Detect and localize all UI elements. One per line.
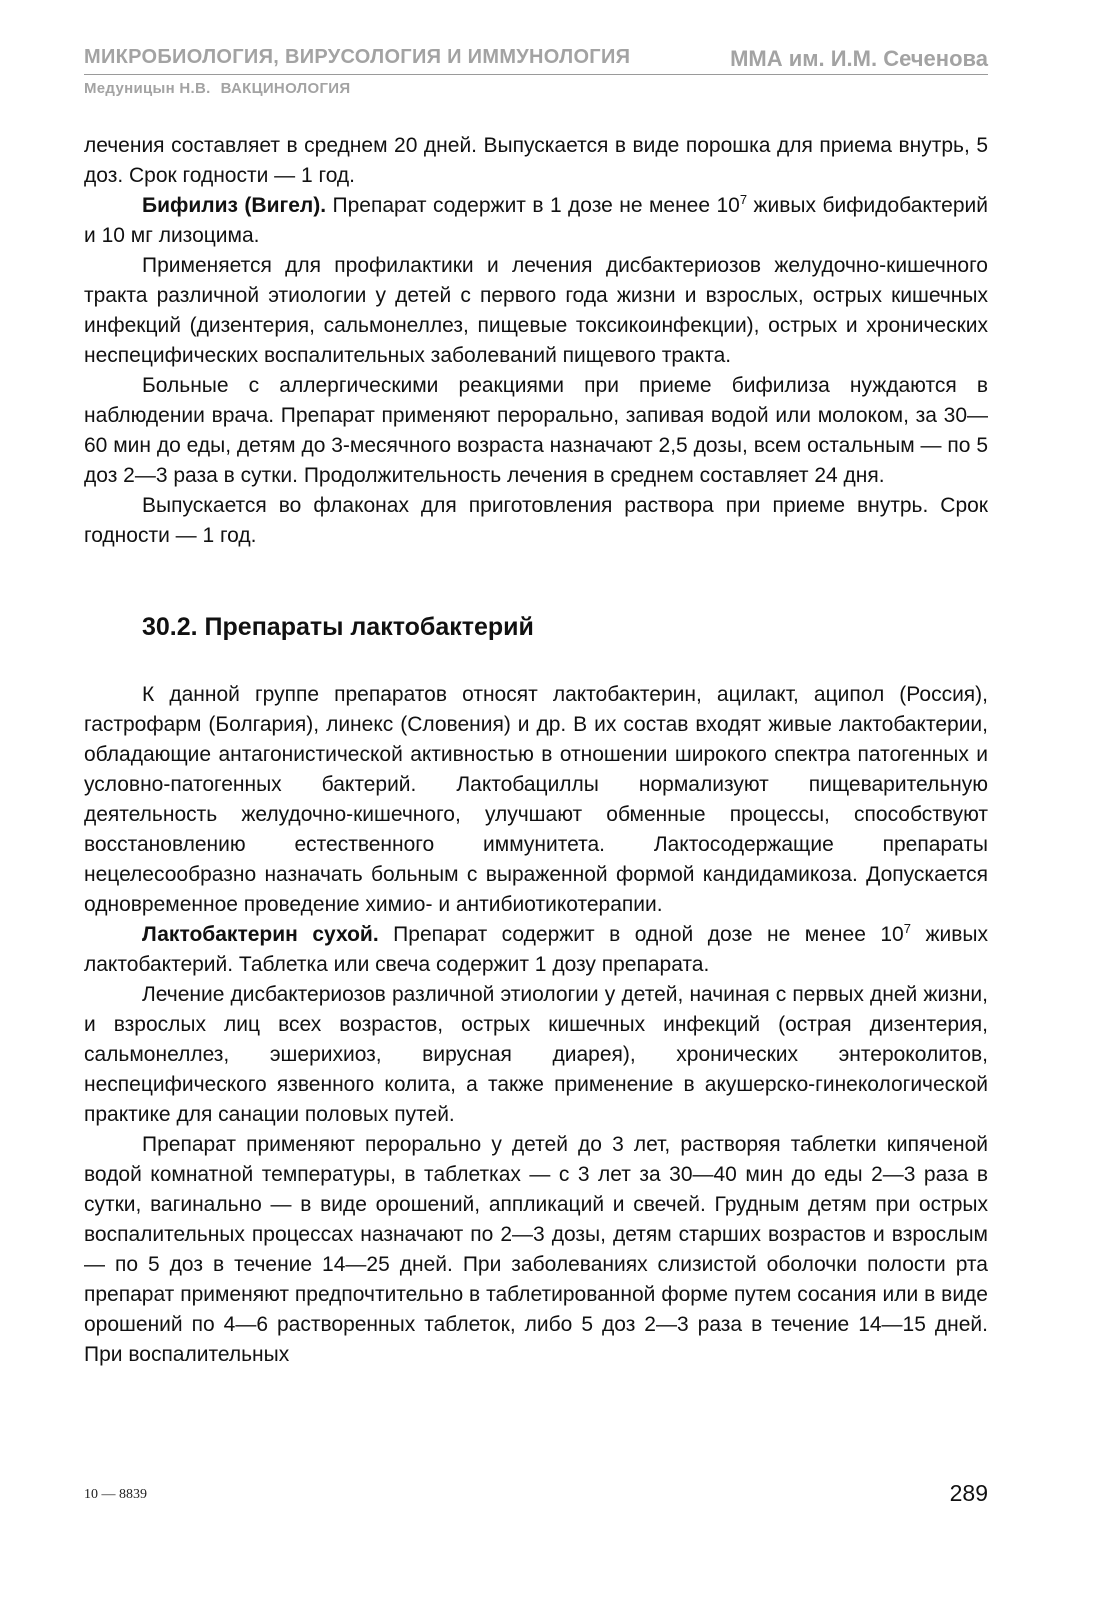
header-author-line <box>84 80 988 97</box>
drug-name-bifiliz: Бифилиз (Вигел). <box>142 194 327 217</box>
drug-name-lactobacterin: Лактобактерин сухой. <box>142 923 379 946</box>
bifiliz-text-b: живых бифидобактерий и 10 мг лизоцима. <box>84 194 989 247</box>
paragraph-lactobacterin-composition <box>84 920 988 980</box>
paragraph-continuation: лечения составляет в среднем 20 дней. Выпускается в виде порошка для приема внутрь, 5 доз. Срок годности — 1 год. <box>84 134 988 187</box>
running-header <box>84 44 988 97</box>
header-book-title: ВАКЦИНОЛОГИЯ <box>220 80 351 97</box>
printer-signature: 10 — 8839 <box>84 1487 147 1502</box>
paragraph-lactobacterin-indications: Лечение дисбактериозов различной этиологии у детей, начиная с первых дней жизни, и взрослых лиц всех возрастов, острых кишечных инфекций (острая дизентерия, сальмонеллез, эшерихиоз, вирусная диарея), хронических энтероколитов, неспецифического язвенного колита, а также применение в акушерско-гинекологической практике для санации половых путей. <box>84 983 988 1126</box>
section-heading: 30.2. Препараты лактобактерий <box>142 613 534 641</box>
bifiliz-text-a: Препарат содержит в 1 дозе не менее 10 <box>326 194 740 217</box>
paragraph-lactobacteria-intro: К данной группе препаратов относят лактобактерин, ацилакт, аципол (Россия), гастрофарм (Болгария), линекс (Словения) и др. В их состав входят живые лактобактерии, обладающие антагонистической активностью в отношении широкого спектра патогенных и условно-патогенных бактерий. Лактобациллы нормализуют пищеварительную деятельность желудочно-кишечного, улучшают обменные процессы, способствуют восстановлению естественного иммунитета. Лактосодержащие препараты нецелесообразно назначать больным с выраженной формой кандидамикоза. Допускается одновременное проведение химио- и антибиотикотерапии. <box>84 683 988 916</box>
paragraph-bifiliz-composition <box>84 191 988 251</box>
header-title-row <box>84 44 988 75</box>
paragraph-bifiliz-indications: Применяется для профилактики и лечения дисбактериозов желудочно-кишечного тракта различной этиологии у детей с первого года жизни и взрослых, острых кишечных инфекций (дизентерия, сальмонеллез, пищевые токсикоинфекции), острых и хронических неспецифических воспалительных заболеваний пищевого тракта. <box>84 254 988 367</box>
paragraph-lactobacterin-dosage: Препарат применяют перорально у детей до 3 лет, растворяя таблетки кипяченой водой комнатной температуры, в таблетках — с 3 лет за 30—40 мин до еды 2—3 раза в сутки, вагинально — в виде орошений, аппликаций и свечей. Грудным детям при острых воспалительных процессах назначают по 2—3 дозы, детям старших возрастов и взрослым — по 5 доз в течение 14—25 дней. При заболеваниях слизистой оболочки полости рта препарат применяют предпочтительно в таблетированной форме путем сосания или в виде орошений по 4—6 растворенных таблеток, либо 5 доз 2—3 раза в течение 14—15 дней. При воспалительных <box>84 1133 988 1366</box>
lactobacterin-text-b: живых лактобактерий. Таблетка или свеча содержит 1 дозу препарата. <box>84 923 988 976</box>
header-subject-title: МИКРОБИОЛОГИЯ, ВИРУСОЛОГИЯ И ИММУНОЛОГИЯ <box>84 46 631 68</box>
page-body <box>84 131 988 1370</box>
paragraph-bifiliz-dosage: Больные с аллергическими реакциями при приеме бифилиза нуждаются в наблюдении врача. Препарат применяют перорально, запивая водой или молоком, за 30—60 мин до еды, детям до 3-месячного возраста назначают 2,5 дозы, всем остальным — по 5 доз 2—3 раза в сутки. Продолжительность лечения в среднем составляет 24 дня. <box>84 374 988 487</box>
paragraph-bifiliz-release: Выпускается во флаконах для приготовления раствора при приеме внутрь. Срок годности — 1 год. <box>84 494 988 547</box>
lactobacterin-text-a: Препарат содержит в одной дозе не менее 10 <box>378 923 904 946</box>
lactobacterin-exponent: 7 <box>903 921 911 936</box>
header-author: Медуницын Н.В. <box>84 80 211 97</box>
bifiliz-exponent: 7 <box>739 192 748 207</box>
page-number: 289 <box>949 1480 988 1506</box>
header-institution: ММА им. И.М. Сеченова <box>730 46 988 71</box>
